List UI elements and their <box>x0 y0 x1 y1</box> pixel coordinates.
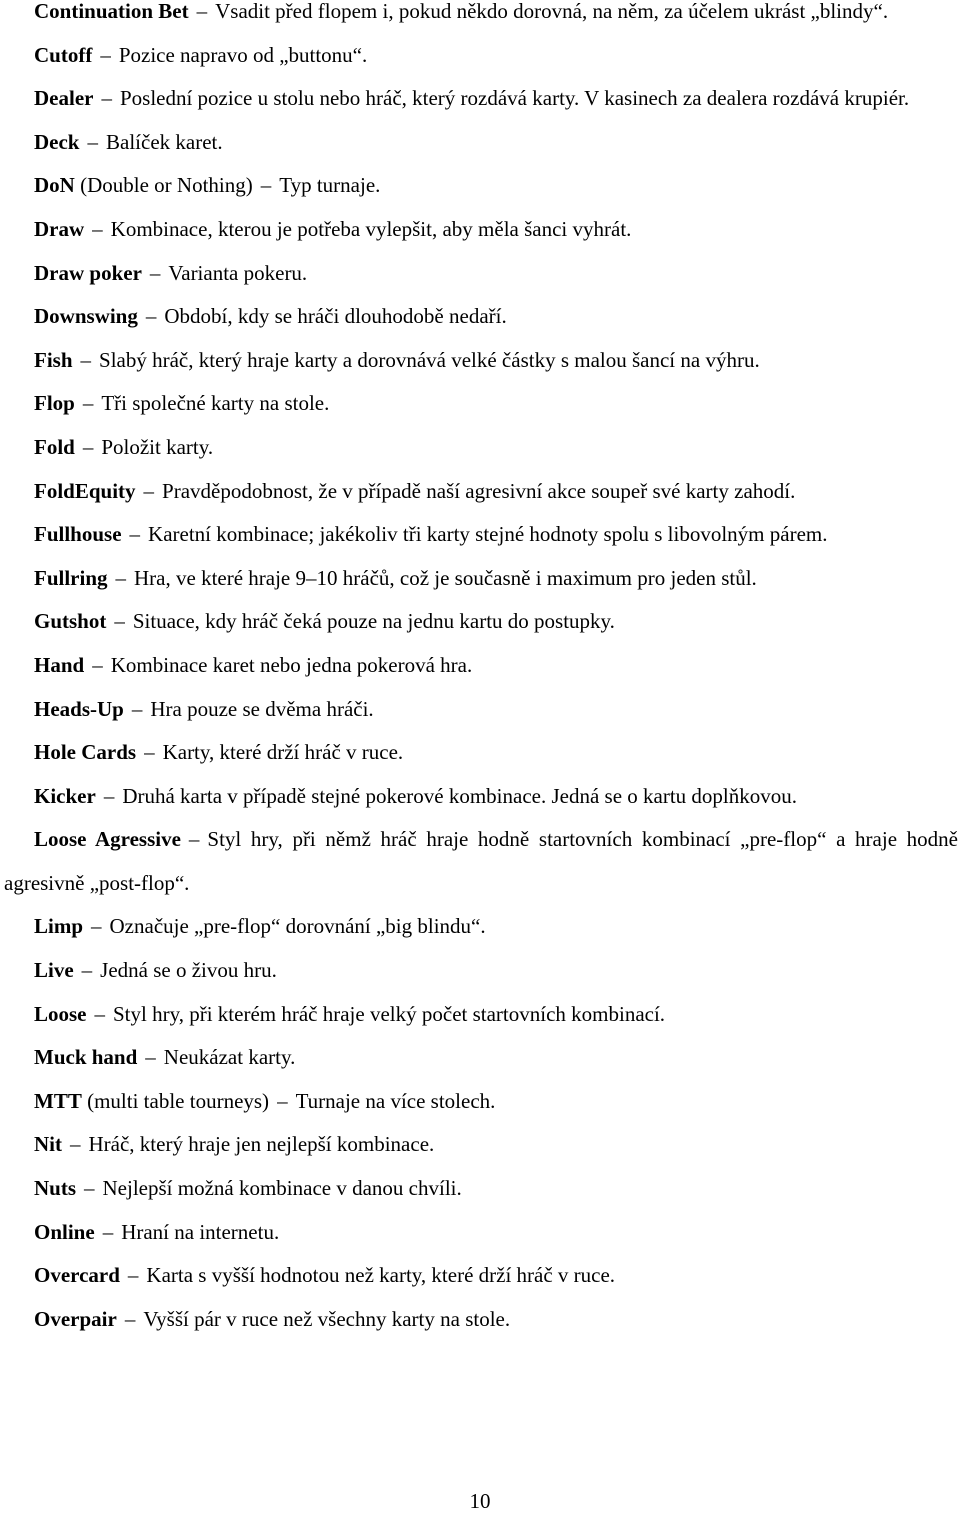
entry-term: Dealer <box>34 86 94 111</box>
entry-dash: – <box>80 347 92 372</box>
entry-term: Gutshot <box>34 609 107 634</box>
entry-term: Hand <box>34 652 85 677</box>
entry-dash: – <box>196 0 208 23</box>
entry-term: Cutoff <box>34 42 93 67</box>
entry-definition: Styl hry, při němž hráč hraje hodně startovních kombinací „pre-flop“ a hraje hodně agresivně „post-flop“. <box>4 827 958 895</box>
glossary-entry <box>4 121 958 165</box>
entry-definition: Hráč, který hraje jen nejlepší kombinace. <box>88 1132 435 1157</box>
glossary-entry <box>4 470 958 514</box>
glossary-entry <box>4 0 958 34</box>
glossary-entry <box>4 208 958 252</box>
page-number: 10 <box>469 1489 491 1513</box>
entry-definition: Hra pouze se dvěma hráči. <box>150 696 374 721</box>
glossary-entry <box>4 949 958 993</box>
glossary-list <box>4 0 958 1341</box>
entry-definition: Nejlepší možná kombinace v danou chvíli. <box>102 1176 462 1201</box>
entry-dash: – <box>145 304 157 329</box>
entry-dash: – <box>91 914 102 939</box>
entry-dash: – <box>81 958 93 983</box>
entry-term: Loose Agressive <box>34 827 181 852</box>
entry-dash: – <box>143 478 155 503</box>
glossary-entry <box>4 731 958 775</box>
entry-definition: Označuje „pre-flop“ dorovnání „big blindu“. <box>109 914 486 939</box>
glossary-entry <box>4 1254 958 1298</box>
glossary-entry <box>4 1167 958 1211</box>
entry-definition: Období, kdy se hráči dlouhodobě nedaří. <box>164 304 507 329</box>
entry-definition: Položit karty. <box>101 434 214 459</box>
entry-dash: – <box>188 827 200 852</box>
entry-definition: Pravděpodobnost, že v případě naší agresivní akce soupeř své karty zahodí. <box>162 478 796 503</box>
glossary-entry <box>4 1123 958 1167</box>
entry-dash: – <box>127 1263 139 1288</box>
glossary-entry <box>4 382 958 426</box>
entry-definition: Kombinace, kterou je potřeba vylepšit, aby měla šanci vyhrát. <box>110 216 632 241</box>
glossary-entry <box>4 557 958 601</box>
glossary-entry <box>4 600 958 644</box>
entry-definition: Poslední pozice u stolu nebo hráč, který rozdává karty. V kasinech za dealera rozdává krupiér. <box>119 86 910 111</box>
entry-dash: – <box>92 216 103 241</box>
entry-dash: – <box>82 391 94 416</box>
entry-definition: Turnaje na více stolech. <box>295 1088 496 1113</box>
glossary-entry <box>4 905 958 949</box>
entry-term: Kicker <box>34 783 96 808</box>
glossary-entry <box>4 818 958 905</box>
entry-term: Online <box>34 1219 95 1244</box>
glossary-entry <box>4 77 958 121</box>
entry-definition: Hra, ve které hraje 9–10 hráčů, což je současně i maximum pro jeden stůl. <box>134 565 757 590</box>
glossary-entry <box>4 1298 958 1342</box>
entry-dash: – <box>149 260 161 285</box>
entry-definition: Karta s vyšší hodnotou než karty, které drží hráč v ruce. <box>146 1263 616 1288</box>
entry-term-suffix: (Double or Nothing) <box>74 173 253 198</box>
entry-definition: Kombinace karet nebo jedna pokerová hra. <box>110 652 473 677</box>
entry-term: FoldEquity <box>34 478 136 503</box>
entry-definition: Tři společné karty na stole. <box>101 391 330 416</box>
entry-definition: Druhá karta v případě stejné pokerové kombinace. Jedná se o kartu doplňkovou. <box>122 783 798 808</box>
entry-term: Overpair <box>34 1306 117 1331</box>
entry-definition: Typ turnaje. <box>279 173 381 198</box>
entry-term: Fish <box>34 347 73 372</box>
entry-term: Draw poker <box>34 260 142 285</box>
entry-definition: Karetní kombinace; jakékoliv tři karty stejné hodnoty spolu s libovolným párem. <box>148 522 828 547</box>
entry-dash: – <box>102 1219 114 1244</box>
entry-definition: Situace, kdy hráč čeká pouze na jednu kartu do postupky. <box>132 609 615 634</box>
entry-term: Nuts <box>34 1176 77 1201</box>
entry-term: Heads-Up <box>34 696 124 721</box>
entry-dash: – <box>260 173 272 198</box>
entry-term: Deck <box>34 129 80 154</box>
entry-term: Flop <box>34 391 75 416</box>
entry-definition: Hraní na internetu. <box>121 1219 280 1244</box>
entry-dash: – <box>87 129 98 154</box>
glossary-entry <box>4 1080 958 1124</box>
entry-definition: Karty, které drží hráč v ruce. <box>162 740 404 765</box>
entry-dash: – <box>101 86 112 111</box>
entry-definition: Varianta pokeru. <box>168 260 308 285</box>
entry-dash: – <box>145 1045 156 1070</box>
entry-definition: Vyšší pár v ruce než všechny karty na stole. <box>143 1306 511 1331</box>
entry-term: Live <box>34 958 74 983</box>
entry-dash: – <box>84 1176 95 1201</box>
entry-dash: – <box>131 696 143 721</box>
entry-term: Nit <box>34 1132 62 1157</box>
entry-term: Limp <box>34 914 84 939</box>
glossary-entry <box>4 775 958 819</box>
glossary-entry <box>4 34 958 78</box>
entry-definition: Styl hry, při kterém hráč hraje velký počet startovních kombinací. <box>113 1001 666 1026</box>
entry-dash: – <box>94 1001 105 1026</box>
glossary-entry <box>4 252 958 296</box>
entry-dash: – <box>124 1306 136 1331</box>
entry-term-suffix: (multi table tourneys) <box>81 1088 270 1113</box>
entry-dash: – <box>82 434 94 459</box>
entry-definition: Slabý hráč, který hraje karty a dorovnává velké částky s malou šancí na výhru. <box>99 347 760 372</box>
glossary-entry <box>4 644 958 688</box>
glossary-entry <box>4 339 958 383</box>
glossary-entry <box>4 1036 958 1080</box>
entry-definition: Vsadit před flopem i, pokud někdo dorovná, na něm, za účelem ukrást „blindy“. <box>215 0 889 23</box>
entry-term: Fullring <box>34 565 108 590</box>
glossary-entry <box>4 164 958 208</box>
entry-term: Loose <box>34 1001 87 1026</box>
glossary-entry <box>4 295 958 339</box>
entry-dash: – <box>115 565 127 590</box>
entry-definition: Jedná se o živou hru. <box>100 958 277 983</box>
entry-definition: Pozice napravo od „buttonu“. <box>118 42 368 67</box>
entry-term: DoN <box>34 173 75 198</box>
entry-term: Draw <box>34 216 85 241</box>
entry-dash: – <box>114 609 125 634</box>
glossary-entry <box>4 993 958 1037</box>
entry-dash: – <box>100 42 111 67</box>
entry-dash: – <box>129 522 141 547</box>
entry-term: Overcard <box>34 1263 120 1288</box>
glossary-entry <box>4 513 958 557</box>
entry-dash: – <box>103 783 115 808</box>
entry-term: MTT <box>34 1088 82 1113</box>
entry-term: Fold <box>34 434 75 459</box>
entry-term: Hole Cards <box>34 740 137 765</box>
entry-definition: Neukázat karty. <box>163 1045 296 1070</box>
entry-term: Continuation Bet <box>34 0 189 23</box>
entry-dash: – <box>144 740 155 765</box>
entry-definition: Balíček karet. <box>106 129 223 154</box>
glossary-entry <box>4 688 958 732</box>
glossary-entry <box>4 1211 958 1255</box>
entry-dash: – <box>70 1132 81 1157</box>
entry-dash: – <box>277 1088 288 1113</box>
glossary-entry <box>4 426 958 470</box>
entry-term: Muck hand <box>34 1045 138 1070</box>
entry-dash: – <box>92 652 103 677</box>
entry-term: Fullhouse <box>34 522 122 547</box>
entry-term: Downswing <box>34 304 138 329</box>
